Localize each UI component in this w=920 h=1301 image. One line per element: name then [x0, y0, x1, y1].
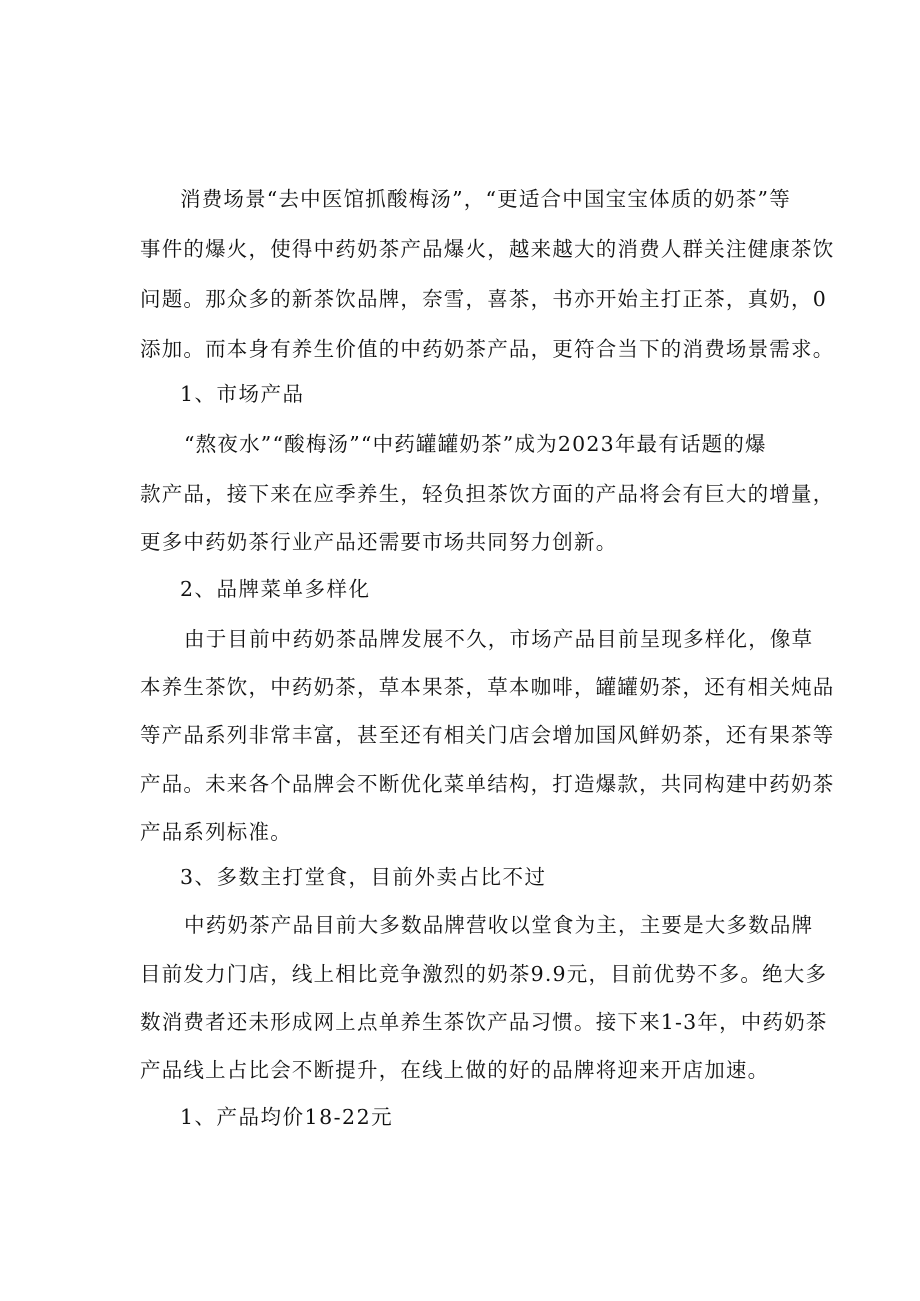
paragraph-3-line-1: 由于目前中药奶茶品牌发展不久，市场产品目前呈现多样化，像草: [184, 627, 814, 651]
paragraph-4-line-1: 中药奶茶产品目前大多数品牌营收以堂食为主，主要是大多数品牌: [184, 913, 814, 937]
paragraph-1-line-2: 事件的爆火，使得中药奶茶产品爆火，越来越大的消费人群关注健康茶饮: [140, 237, 835, 261]
paragraph-2-line-3: 更多中药奶茶行业产品还需要市场共同努力创新。: [140, 530, 618, 554]
section-heading-market-products: 1、市场产品: [180, 382, 305, 406]
paragraph-3-line-3: 等产品系列非常丰富，甚至还有相关门店会增加国风鲜奶茶，还有果茶等: [140, 723, 835, 747]
paragraph-2-line-2: 款产品，接下来在应季养生，轻负担茶饮方面的产品将会有巨大的增量，: [140, 482, 835, 506]
paragraph-4-line-2: 目前发力门店，线上相比竞争激烈的奶茶9.9元，目前优势不多。绝大多: [140, 962, 828, 986]
paragraph-1-line-3: 问题。那众多的新茶饮品牌，奈雪，喜茶，书亦开始主打正茶，真奶，0: [140, 287, 827, 311]
paragraph-3-line-5: 产品系列标准。: [140, 820, 292, 844]
paragraph-2-line-1: “熬夜水”“酸梅汤”“中药罐罐奶茶”成为2023年最有话题的爆: [184, 432, 767, 456]
paragraph-3-line-2: 本养生茶饮，中药奶茶，草本果茶，草本咖啡，罐罐奶茶，还有相关炖品: [140, 675, 835, 699]
section-heading-average-price: 1、产品均价18-22元: [180, 1105, 394, 1129]
paragraph-4-line-3: 数消费者还未形成网上点单养生茶饮产品习惯。接下来1-3年，中药奶茶: [140, 1010, 828, 1034]
paragraph-3-line-4: 产品。未来各个品牌会不断优化菜单结构，打造爆款，共同构建中药奶茶: [140, 772, 835, 796]
paragraph-1-line-1: 消费场景“去中医馆抓酸梅汤”，“更适合中国宝宝体质的奶茶”等: [180, 187, 791, 211]
section-heading-menu-diversity: 2、品牌菜单多样化: [180, 577, 371, 601]
paragraph-4-line-4: 产品线上占比会不断提升，在线上做的好的品牌将迎来开店加速。: [140, 1058, 770, 1082]
section-heading-dine-in: 3、多数主打堂食，目前外卖占比不过: [180, 865, 547, 889]
paragraph-1-line-4: 添加。而本身有养生价值的中药奶茶产品，更符合当下的消费场景需求。: [140, 337, 835, 361]
